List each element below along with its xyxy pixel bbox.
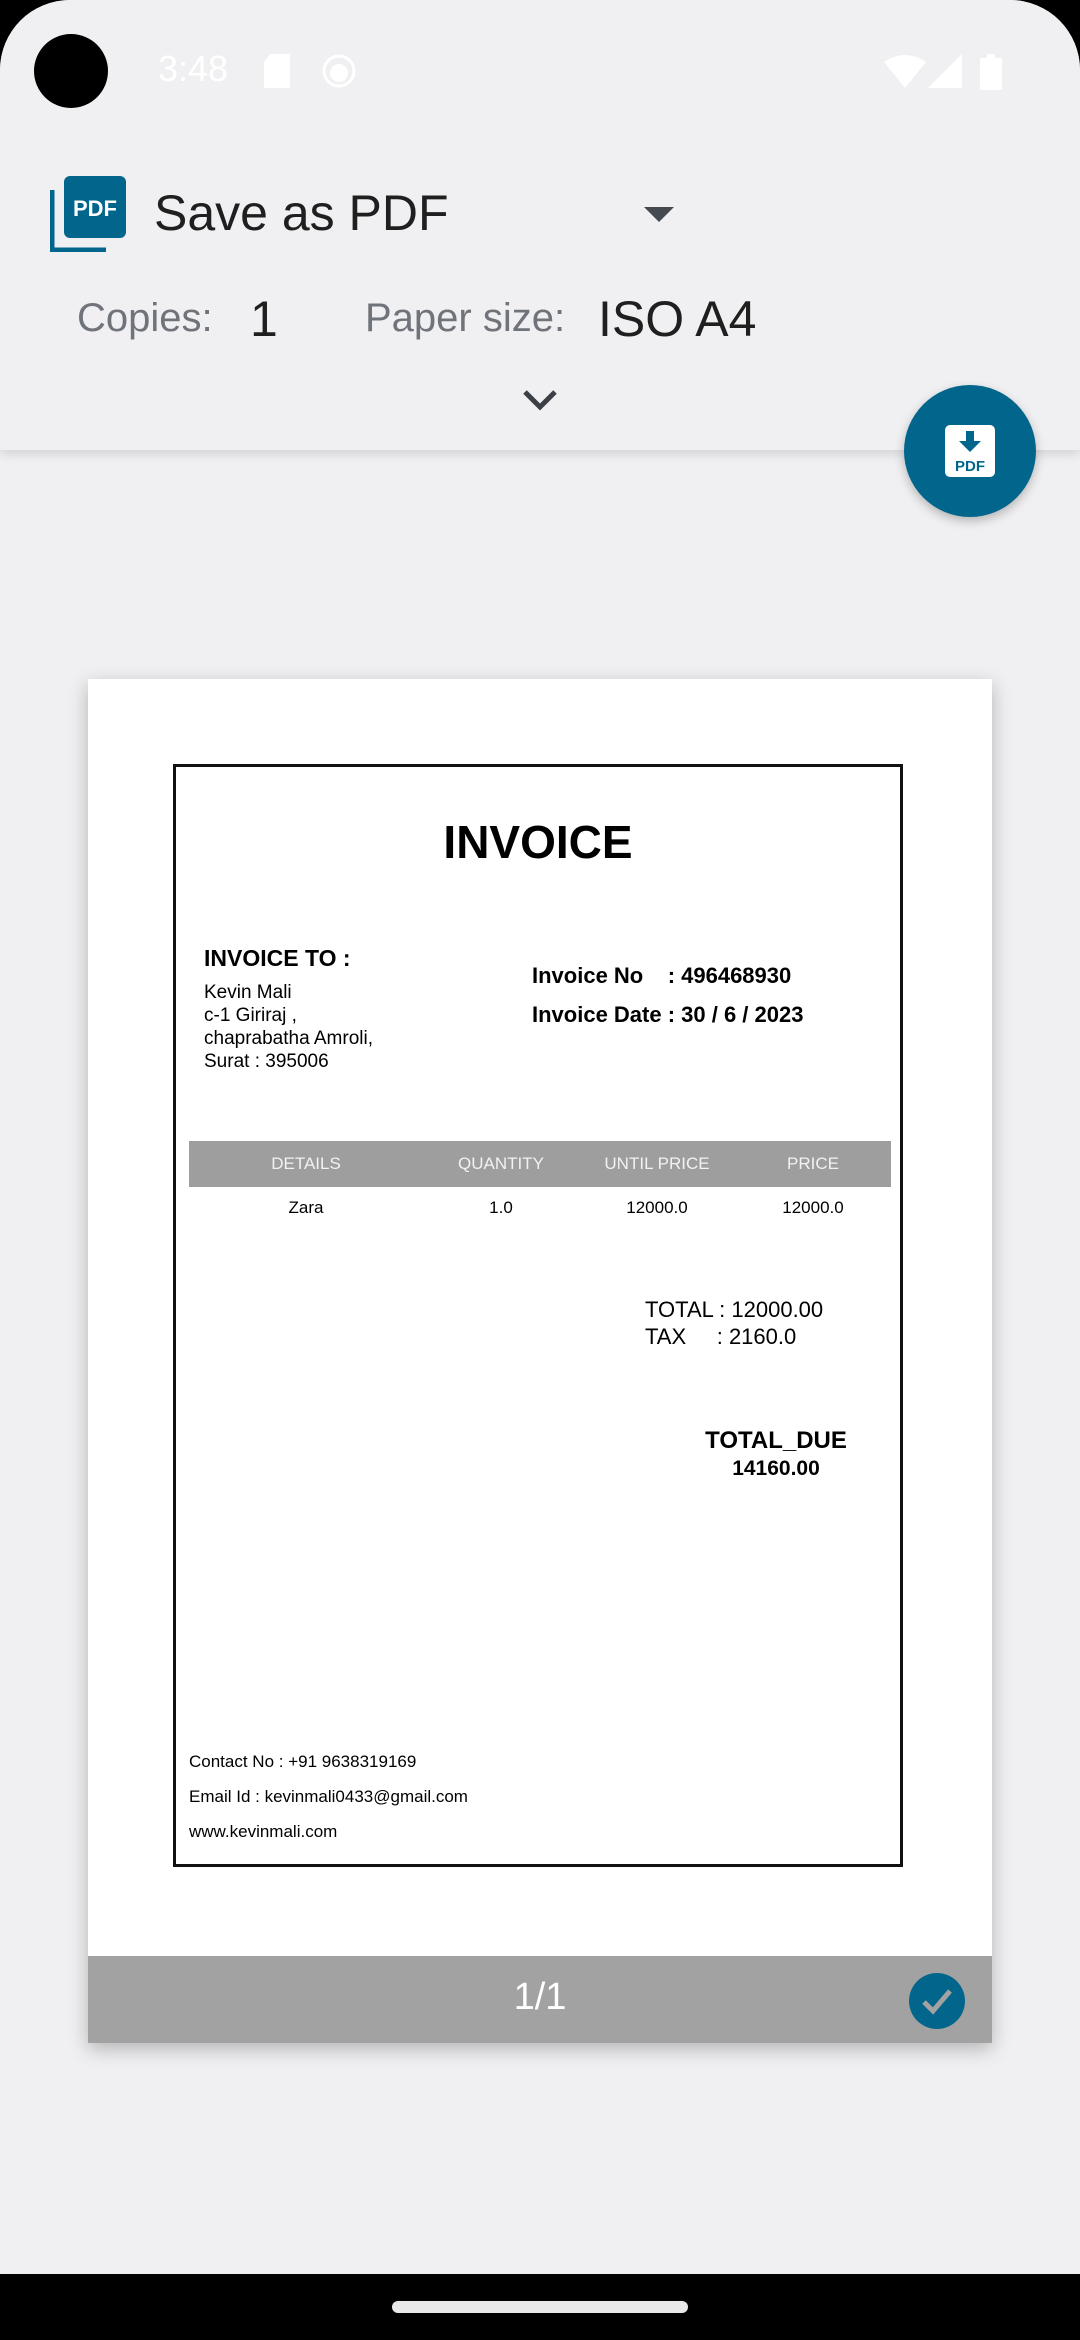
contact-number: Contact No : +91 9638319169: [189, 1752, 417, 1771]
invoice-title: INVOICE: [443, 816, 633, 868]
invoice-date: Invoice Date : 30 / 6 / 2023: [532, 1002, 804, 1027]
sd-card-icon: [264, 54, 290, 88]
camera-cutout: [34, 34, 108, 108]
check-icon: [909, 1973, 965, 2029]
page-footer-bar: [88, 1956, 992, 2043]
subtotal: TOTAL : 12000.00: [645, 1297, 824, 1322]
pdf-file-icon: [50, 176, 126, 252]
table-row: Zara 1.0 12000.0 12000.0: [288, 1198, 844, 1217]
signal-icon: [928, 54, 962, 88]
invoice-number: Invoice No : 496468930: [532, 963, 792, 988]
total-due-label: TOTAL_DUE: [705, 1427, 847, 1454]
wifi-icon: [884, 54, 926, 88]
svg-text:PDF: PDF: [955, 458, 985, 475]
page-preview[interactable]: [88, 679, 992, 2043]
dropdown-caret-icon[interactable]: [644, 207, 674, 222]
destination-label: Save as PDF: [154, 185, 449, 241]
table-header: DETAILS QUANTITY UNTIL PRICE PRICE: [189, 1141, 891, 1187]
page-selected-checkbox[interactable]: [909, 1973, 965, 2029]
billing-address: Kevin Mali c-1 Giriraj , chaprabatha Amroli, Surat : 395006: [204, 982, 373, 1072]
copies-value[interactable]: 1: [250, 291, 278, 347]
pdf-download-icon: [945, 425, 995, 477]
paper-size-label: Paper size:: [365, 296, 566, 340]
home-gesture-handle[interactable]: [392, 2301, 688, 2313]
total-due-value: 14160.00: [732, 1457, 820, 1480]
status-time: 3:48: [158, 48, 229, 89]
email: Email Id : kevinmali0433@gmail.com: [189, 1787, 468, 1806]
page-indicator: 1/1: [513, 1976, 567, 2018]
battery-icon: [980, 54, 1002, 90]
website: www.kevinmali.com: [189, 1822, 338, 1841]
invoice-frame: [173, 764, 903, 1867]
print-options-header: [0, 0, 1080, 450]
tax: TAX : 2160.0: [645, 1324, 797, 1349]
paper-size-value[interactable]: ISO A4: [598, 291, 757, 347]
copies-label: Copies:: [77, 296, 213, 340]
expand-options-chevron-icon[interactable]: [522, 388, 558, 412]
svg-text:PDF: PDF: [73, 196, 117, 221]
save-pdf-fab[interactable]: [904, 385, 1036, 517]
invoice-to-heading: INVOICE TO :: [204, 945, 351, 971]
cat-face-icon: [322, 54, 356, 88]
